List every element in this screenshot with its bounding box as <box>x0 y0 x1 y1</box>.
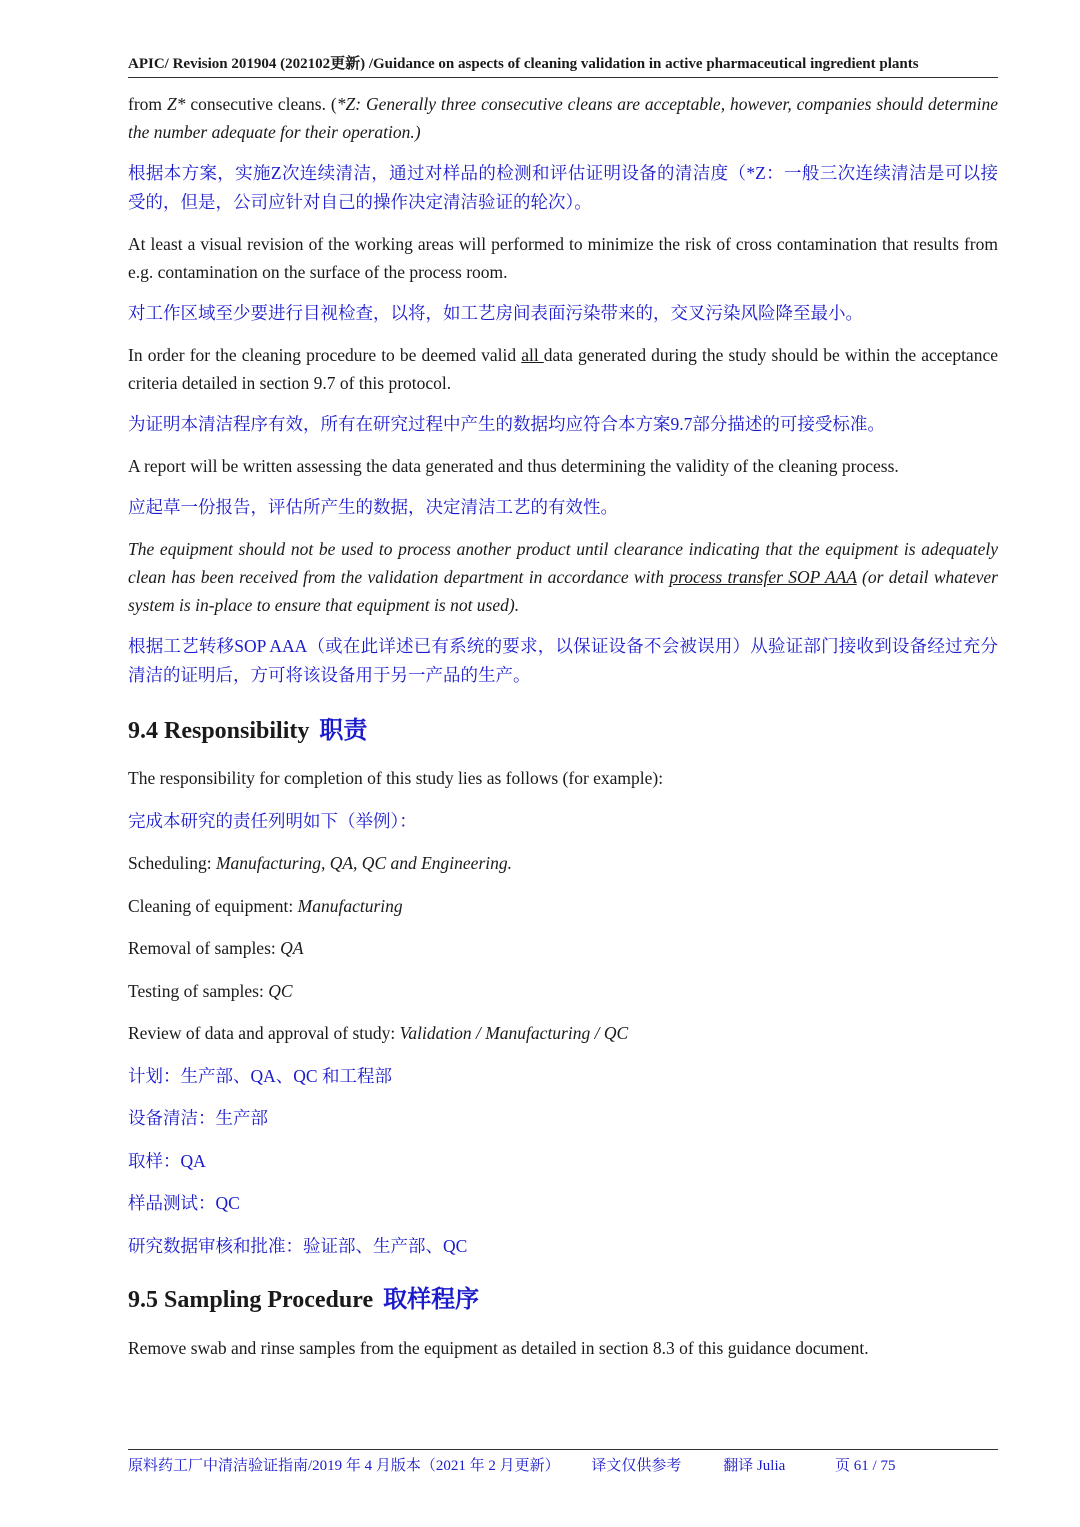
text-run: from <box>128 94 167 114</box>
item-label: Review of data and approval of study: <box>128 1023 400 1043</box>
responsibility-item <box>128 978 998 1004</box>
paragraph-sampling: Remove swab and rinse samples from the equipment as detailed in section 8.3 of this guidance document. <box>128 1337 869 1358</box>
paragraph-visual-revision-cn: 对工作区域至少要进行目视检查，以将，如工艺房间表面污染带来的，交叉污染风险降至最小。 <box>128 303 863 323</box>
underlined-text: all <box>521 345 544 365</box>
paragraph-report-cn: 应起草一份报告，评估所产生的数据，决定清洁工艺的有效性。 <box>128 497 618 517</box>
responsibility-item <box>128 850 998 876</box>
item-label: Removal of samples: <box>128 938 281 958</box>
item-label: Scheduling: <box>128 853 216 873</box>
responsibility-item <box>128 1020 998 1046</box>
paragraph-consecutive-cleans <box>128 90 998 146</box>
footer-translator: 翻译 Julia <box>723 1458 786 1474</box>
responsibility-item <box>128 935 998 961</box>
section-title: 9.4 Responsibility <box>128 718 310 744</box>
item-value: Manufacturing, QA, QC and Engineering. <box>215 853 512 873</box>
page-number: 页 61 / 75 <box>835 1458 896 1474</box>
item-value: QC <box>268 980 293 1001</box>
text-run: data generated during the study should be within the acceptance criteria detailed in section 9.7 of this protocol. <box>128 345 998 393</box>
footer-note: 译文仅供参考 <box>591 1458 682 1474</box>
section-title-cn: 取样程序 <box>383 1286 480 1313</box>
paragraph-visual-revision: At least a visual revision of the working areas will performed to minimize the risk of cross contamination that results from e.g. contamination on the surface of the process room. <box>128 234 998 282</box>
responsibility-item-cn: 研究数据审核和批准：验证部、生产部、QC <box>128 1235 468 1256</box>
item-label: Cleaning of equipment: <box>128 895 298 916</box>
responsibility-item-cn: 样品测试：QC <box>128 1193 240 1213</box>
responsibility-item <box>128 893 998 919</box>
text-run: (or detail whatever system is in-place to ensure that equipment is not used). <box>128 567 998 615</box>
responsibility-item-cn: 计划：生产部、QA、QC 和工程部 <box>128 1065 392 1086</box>
text-run: The equipment should not be used to process another product until clearance indicating that the equipment is adequately clean has been received from the validation department in accordance with <box>128 539 998 587</box>
underlined-text: process transfer SOP AAA <box>669 567 857 587</box>
paragraph-consecutive-cleans-cn: 根据本方案，实施Z次连续清洁，通过对样品的检测和评估证明设备的清洁度（*Z：一般三次连续清洁是可以接受的，但是，公司应针对自己的操作决定清洁验证的轮次）。 <box>128 163 998 212</box>
section-heading-sampling <box>128 1279 998 1314</box>
responsibility-item-cn: 设备清洁：生产部 <box>128 1108 268 1128</box>
item-label: Testing of samples: <box>128 980 269 1001</box>
paragraph-acceptance-criteria-cn: 为证明本清洁程序有效，所有在研究过程中产生的数据均应符合本方案9.7部分描述的可接受标准。 <box>128 414 885 434</box>
text-run-italic: Z* <box>166 94 186 114</box>
text-run: In order for the cleaning procedure to be deemed valid <box>128 345 522 365</box>
note-italic: *Z: Generally three consecutive cleans are acceptable, however, companies should determine the number adequate for their operation.) <box>128 94 998 142</box>
paragraph-equipment-clearance <box>128 535 998 619</box>
item-value: Validation / Manufacturing / QC <box>399 1023 629 1043</box>
page-content <box>128 90 998 1375</box>
section-title-cn: 职责 <box>319 718 368 744</box>
paragraph-acceptance-criteria <box>128 341 998 397</box>
page-header: APIC/ Revision 201904 (202102更新) /Guidance on aspects of cleaning validation in active pharmaceutical ingredient plants <box>128 52 998 78</box>
paragraph-report: A report will be written assessing the data generated and thus determining the validity of the cleaning process. <box>128 456 899 476</box>
responsibility-intro-cn: 完成本研究的责任列明如下（举例）： <box>128 810 417 831</box>
item-value: QA <box>280 938 304 958</box>
section-heading-responsibility <box>128 710 998 745</box>
footer-title: 原料药工厂中清洁验证指南/2019 年 4 月版本（2021 年 2 月更新） <box>128 1458 560 1474</box>
responsibility-intro: The responsibility for completion of this study lies as follows (for example): <box>128 768 664 788</box>
responsibility-item-cn: 取样：QA <box>128 1150 206 1171</box>
paragraph-equipment-clearance-cn: 根据工艺转移SOP AAA（或在此详述已有系统的要求，以保证设备不会被误用）从验证部门接收到设备经过充分清洁的证明后，方可将该设备用于另一产品的生产。 <box>128 636 998 685</box>
text-run: consecutive cleans. ( <box>185 94 337 114</box>
item-value: Manufacturing <box>297 895 403 916</box>
section-title: 9.5 Sampling Procedure <box>128 1286 374 1313</box>
page-footer <box>128 1449 998 1475</box>
